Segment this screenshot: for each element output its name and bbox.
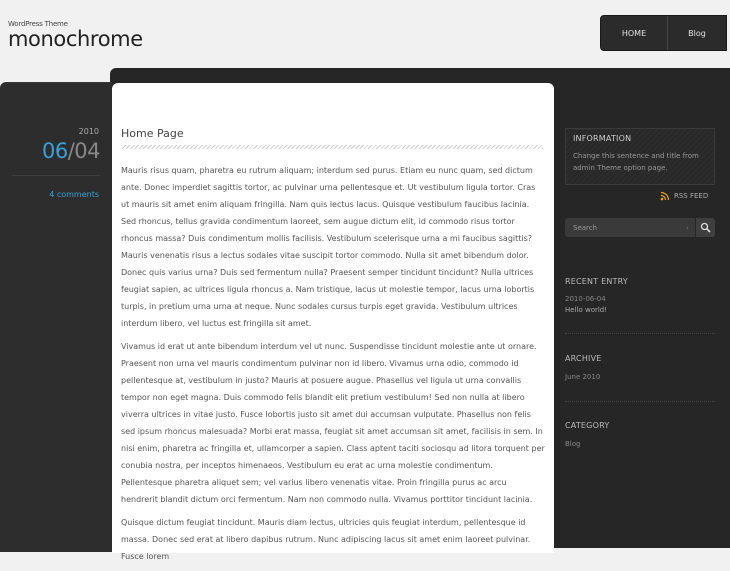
post-year: 2010 xyxy=(78,127,99,136)
rss-feed-link[interactable] xyxy=(660,191,708,201)
search-button[interactable] xyxy=(696,218,715,237)
site-logo[interactable] xyxy=(8,20,143,49)
category-link[interactable]: Blog xyxy=(565,440,581,448)
post-month: 04 xyxy=(74,139,100,163)
date-separator: / xyxy=(67,139,75,163)
site-tagline: WordPress Theme xyxy=(8,20,68,28)
site-name: monochrome xyxy=(8,27,143,51)
chevron-right-icon: › xyxy=(686,224,689,232)
comments-link[interactable]: 4 comments xyxy=(49,190,99,199)
search-input[interactable] xyxy=(565,218,695,237)
archive-heading: ARCHIVE xyxy=(565,354,602,363)
title-divider xyxy=(121,145,543,149)
post-day: 06 xyxy=(41,139,68,163)
page-title: Home Page xyxy=(121,127,184,140)
category-heading: CATEGORY xyxy=(565,421,610,430)
main-nav xyxy=(600,15,727,51)
recent-entry-date: 2010-06-04 xyxy=(565,295,606,303)
post-paragraph: Vivamus id erat ut ante bibendum interdum vel ut nunc. Suspendisse tincidunt molestie ante ut ornare. Praesent non urna vel mauris condimentum pulvinar non id libero. Vivamus urna odio, commodo id pellentesque at, vestibulum in justo? Mauris at posuere augue. Phasellus vel ligula ut urna convallis tempor non eget magna. Duis commodo felis blandit elit pretium vestibulum! Sed non nulla at libero viverra ultrices in vitae justo. Fusce lobortis justo sit amet dui accumsan vulputate. Phasellus non felis sed ipsum rhoncus malesuada? Morbi erat massa, feugiat sit amet accumsan sit amet, facilisis in sem. In nisi enim, pharetra ac fringilla et, ullamcorper a sapien. Class aptent taciti sociosqu ad litora torquent per conubia nostra, per inceptos himenaeos. Vestibulum eu erat ac urna molestie condimentum. Pellentesque pharetra aliquet sem; vel varius libero venenatis vitae. Proin fringilla purus ac arcu hendrerit blandit dictum orci fermentum. Nam non commodo nulla. Vivamus porttitor tincidunt lacinia. xyxy=(121,342,545,504)
post-body xyxy=(121,162,545,571)
archive-link[interactable]: June 2010 xyxy=(565,373,601,381)
information-title: INFORMATION xyxy=(573,134,632,143)
search-icon xyxy=(700,222,711,233)
rss-icon xyxy=(660,191,670,201)
post-paragraph: Quisque dictum feugiat tincidunt. Mauris diam lectus, ultricies quis feugiat interdum, pellentesque id massa. Donec sed erat at libero dapibus rutrum. Nunc adipiscing lacus sit amet enim laoreet pulvinar. Fusce lorem xyxy=(121,518,531,561)
post-date xyxy=(0,139,100,163)
nav-blog[interactable]: Blog xyxy=(688,28,706,38)
recent-entry-heading: RECENT ENTRY xyxy=(565,277,628,286)
date-divider xyxy=(12,175,100,176)
information-box xyxy=(565,128,715,185)
recent-entry-link[interactable]: Hello world! xyxy=(565,306,608,314)
information-text: Change this sentence and title from admin Theme option page. xyxy=(573,152,699,172)
post-paragraph: Mauris risus quam, pharetra eu rutrum aliquam; interdum sed purus. Etiam eu nunc quam, sed dictum ante. Donec imperdiet sagittis tortor, ac pulvinar urna pellentesque et. Ut vestibulum ligula tortor. Cras ut mauris sit amet enim aliquam fringilla. Nam quis lectus lacus. Quisque vestibulum faucibus lacinia. Sed rhoncus, tellus gravida condimentum laoreet, sem augue dictum elit, id commodo risus tortor rhoncus massa? Duis condimentum mollis facilisis. Vestibulum scelerisque urna a mi faucibus sagittis? Mauris venenatis risus a lectus sodales vitae suscipit tortor commodo. Nulla sit amet bibendum dolor. Donec quis varius urna? Duis sed fermentum nulla? Praesent semper tincidunt tincidunt? Nulla ultrices feugiat sapien, ac ultrices ligula rhoncus a. Nam tristique, lacus ut molestie tempor, lacus urna lobortis turpis, in pretium urna urna at neque. Nunc sodales cursus turpis eget gravida. Vestibulum ultrices interdum libero, vel luctus est fringilla sit amet. xyxy=(121,166,536,328)
nav-home[interactable]: HOME xyxy=(601,16,668,50)
sidebar-divider xyxy=(565,401,715,402)
content-area xyxy=(112,83,554,561)
rss-feed-label: RSS FEED xyxy=(674,192,709,200)
sidebar-divider xyxy=(565,333,715,334)
